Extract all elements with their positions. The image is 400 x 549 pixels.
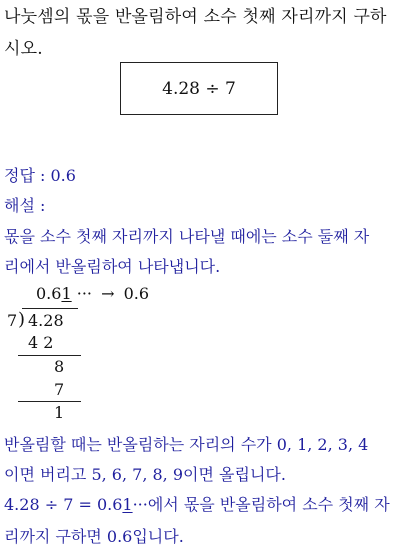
expression: 4.28 ÷ 7 <box>162 78 236 99</box>
quotient-dots: ··· <box>76 284 92 303</box>
equation-text: 4.28 ÷ 7 = 0.6 <box>4 495 123 514</box>
explanation-label: 해설 <box>4 196 35 215</box>
arrow-icon: → <box>101 284 115 303</box>
answer-label: 정답 <box>4 166 35 185</box>
remainder-1: 8 <box>54 357 65 376</box>
step2-rule <box>18 401 81 402</box>
rounded-quotient: 0.6 <box>123 284 150 303</box>
step2-value: 7 <box>54 380 65 399</box>
step1-rule <box>18 355 81 356</box>
explanation-heading <box>4 193 45 216</box>
explanation-line-6: 리까지 구하면 0.6입니다. <box>4 527 184 546</box>
remainder-2: 1 <box>54 403 65 422</box>
explanation-colon: : <box>40 196 46 215</box>
expression-box <box>120 62 278 115</box>
dividend: 4.28 <box>28 311 64 330</box>
explanation-line-1: 몫을 소수 첫째 자리까지 나타낼 때에는 소수 둘째 자 <box>4 227 370 246</box>
answer-value: 0.6 <box>50 166 76 185</box>
answer-line <box>4 163 76 186</box>
explanation-line-3: 반올림할 때는 반올림하는 자리의 수가 0, 1, 2, 3, 4 <box>4 435 369 454</box>
equation-continuation: ···에서 몫을 반올림하여 소수 첫째 자 <box>132 495 390 514</box>
quotient-line <box>36 284 149 303</box>
divisor: 7 <box>7 311 18 330</box>
quotient-digits: 0.6 <box>36 284 62 303</box>
quotient-underlined-digit: 1 <box>61 284 72 303</box>
step1-value: 4 2 <box>28 333 54 352</box>
answer-colon: : <box>40 166 46 185</box>
explanation-line-5 <box>4 492 390 515</box>
explanation-line-2: 리에서 반올림하여 나타냅니다. <box>4 257 221 276</box>
equation-underlined-digit: 1 <box>122 495 133 514</box>
question-line-2: 시오. <box>4 39 43 59</box>
division-bar <box>22 308 78 309</box>
question-line-1: 나눗셈의 몫을 반올림하여 소수 첫째 자리까지 구하 <box>4 7 387 27</box>
explanation-line-4: 이면 버리고 5, 6, 7, 8, 9이면 올립니다. <box>4 465 286 484</box>
division-bracket: ) <box>18 309 26 330</box>
